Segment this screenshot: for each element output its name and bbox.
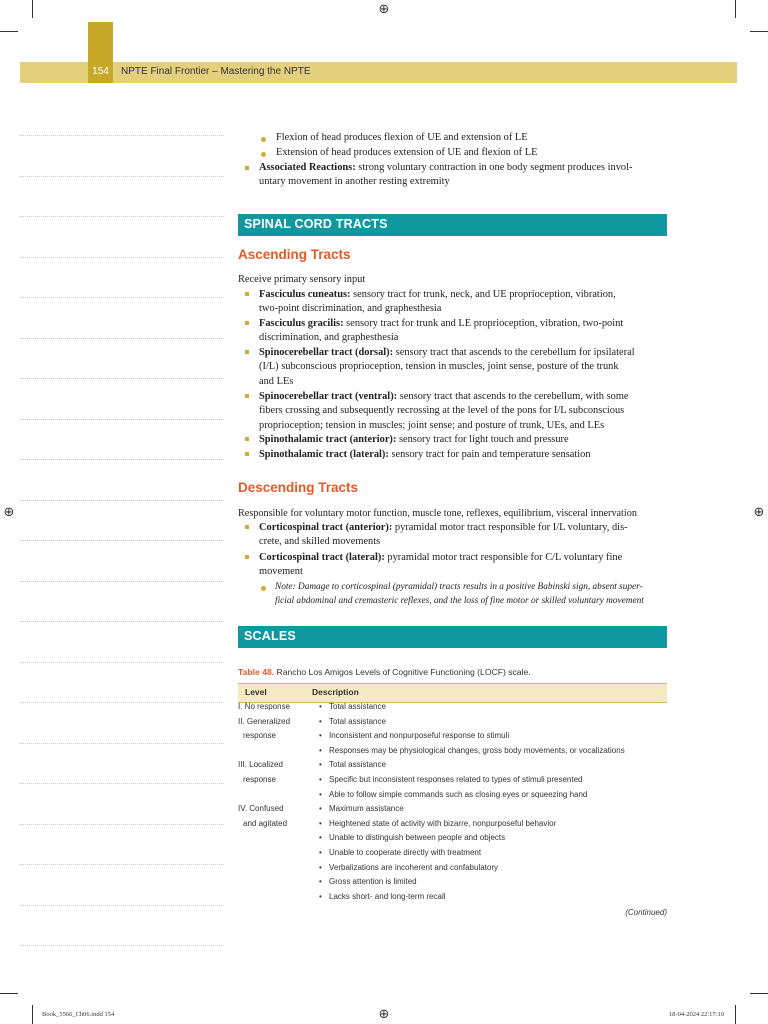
paragraph: Receive primary sensory input — [238, 274, 366, 285]
section-header — [238, 626, 667, 648]
list-item: Extension of head produces extension of UE and flexion of LE — [276, 147, 538, 158]
term: Fasciculus cuneatus: — [259, 289, 351, 300]
column-header-level: Level — [245, 687, 267, 697]
bullet-icon — [245, 394, 249, 398]
crop-mark — [735, 1005, 736, 1024]
bullet-icon: • — [319, 818, 322, 828]
bullet-icon — [245, 452, 249, 456]
description-cell: Total assistance — [329, 702, 386, 711]
level-cell: response — [243, 775, 276, 784]
bullet-icon — [261, 152, 266, 157]
registration-mark-icon: ⊕ — [378, 2, 390, 17]
bullet-icon — [245, 437, 249, 441]
section-header — [238, 214, 667, 236]
table-header — [238, 683, 667, 703]
crop-mark — [750, 993, 768, 994]
list-item — [259, 521, 671, 550]
bullet-icon: • — [319, 833, 322, 843]
definition: and LEs — [259, 375, 294, 387]
definition: (I/L) subconscious proprioception, tension in muscles, joint sense, posture of the trunk — [259, 361, 619, 373]
crop-mark — [735, 0, 736, 18]
continued-label: (Continued) — [625, 908, 667, 917]
definition: two-point discrimination, and graphesthesia — [259, 303, 442, 315]
description-cell: Lacks short- and long-term recall — [329, 891, 446, 901]
bullet-icon: • — [319, 862, 322, 872]
file-slug: Book_5566_Ch06.indd 154 — [42, 1011, 115, 1018]
definition: untary movement in another resting extremity — [259, 176, 450, 188]
subheading-ascending: Ascending Tracts — [238, 247, 351, 262]
definition: pyramidal motor tract responsible for C/L voluntary fine — [384, 552, 623, 563]
description-cell: Verbalizations are incoherent and confabulatory — [329, 862, 498, 872]
description-cell: Maximum assistance — [329, 804, 404, 814]
bullet-icon — [245, 292, 249, 296]
level-cell: IV. Confused — [238, 804, 284, 814]
level-cell: I. No response — [238, 702, 291, 711]
description-cell: Total assistance — [329, 716, 386, 726]
table-label: Table 48. — [238, 667, 275, 677]
bullet-icon: • — [319, 716, 322, 726]
level-cell: response — [243, 731, 276, 741]
column-header-description: Description — [312, 687, 359, 697]
list-item — [259, 551, 671, 580]
term: Corticospinal tract (lateral): — [259, 552, 385, 563]
list-item: Flexion of head produces flexion of UE and extension of LE — [276, 132, 528, 143]
bullet-icon: • — [319, 745, 322, 755]
bullet-icon: • — [319, 760, 322, 770]
bullet-icon: • — [319, 731, 322, 741]
definition: sensory tract that ascends to the cerebellum for ipsilateral — [393, 347, 635, 358]
bullet-icon: • — [319, 775, 322, 784]
bullet-icon — [261, 586, 266, 591]
note-line: Note: Damage to corticospinal (pyramidal) tracts results in a positive Babinski sign, absent super- — [275, 582, 643, 592]
term: Spinothalamic tract (lateral): — [259, 449, 389, 460]
bullet-icon — [261, 137, 266, 142]
definition: pyramidal motor tract responsible for I/L voluntary, dis- — [392, 522, 628, 533]
term: Corticospinal tract (anterior): — [259, 522, 393, 533]
bullet-icon — [245, 555, 249, 559]
definition: discrimination, and graphesthesia — [259, 332, 399, 344]
definition: sensory tract for trunk, neck, and UE proprioception, vibration, — [350, 289, 616, 300]
term: Spinothalamic tract (anterior): — [259, 434, 397, 445]
level-cell: and agitated — [243, 818, 288, 828]
term: Spinocerebellar tract (dorsal): — [259, 347, 394, 358]
running-title: NPTE Final Frontier – Mastering the NPTE — [121, 66, 311, 77]
list-item — [259, 288, 671, 317]
description-cell: Unable to distinguish between people and objects — [329, 833, 506, 843]
description-cell: Inconsistent and nonpurposeful response to stimuli — [329, 731, 510, 741]
definition: sensory tract for pain and temperature sensation — [388, 449, 591, 460]
definition: fibers crossing and subsequently recrossing at the level of the pons for I/L subconscious — [259, 405, 625, 417]
registration-mark-icon: ⊕ — [3, 505, 15, 520]
table-caption — [238, 667, 531, 677]
list-item — [259, 390, 671, 433]
bullet-icon — [245, 525, 249, 529]
description-cell: Unable to cooperate directly with treatment — [329, 848, 482, 857]
definition: strong voluntary contraction in one body segment produces invol- — [358, 162, 633, 173]
bullet-icon: • — [319, 789, 322, 799]
list-item — [259, 346, 671, 389]
subheading-descending: Descending Tracts — [238, 480, 359, 495]
note-line: ficial abdominal and cremasteric reflexes, and the loss of fine motor or skilled voluntary movement — [275, 596, 644, 607]
bullet-icon: • — [319, 804, 322, 814]
definition: sensory tract for trunk and LE proprioception, vibration, two-point — [343, 318, 624, 329]
term: Associated Reactions: — [259, 162, 356, 173]
description-cell: Total assistance — [329, 760, 386, 770]
term: Fasciculus gracilis: — [259, 318, 344, 329]
level-cell: II. Generalized — [238, 716, 291, 726]
date-slug: 18-04-2024 22:17:10 — [668, 1011, 724, 1018]
description-cell: Gross attention is limited — [329, 877, 417, 887]
registration-mark-icon: ⊕ — [378, 1007, 390, 1022]
crop-mark — [750, 31, 768, 32]
term: Spinocerebellar tract (ventral): — [259, 391, 398, 402]
list-item — [259, 317, 671, 346]
list-item — [259, 448, 671, 462]
bullet-icon: • — [319, 877, 322, 887]
crop-mark — [32, 1005, 33, 1024]
bullet-icon: • — [319, 848, 322, 857]
description-cell: Specific but inconsistent responses related to types of stimuli presented — [329, 775, 583, 784]
definition: proprioception; tension in muscles; joint sense; and posture of trunk, UEs, and LEs — [259, 419, 605, 431]
page-number: 154 — [92, 66, 109, 77]
section-title: SCALES — [244, 629, 296, 643]
table-title: Rancho Los Amigos Levels of Cognitive Functioning (LOCF) scale. — [276, 667, 531, 677]
note — [275, 580, 675, 609]
crop-mark — [0, 31, 18, 32]
description-cell: Heightened state of activity with bizarre, nonpurposeful behavior — [329, 818, 557, 828]
section-title: SPINAL CORD TRACTS — [244, 217, 388, 231]
crop-mark — [32, 0, 33, 18]
definition: movement — [259, 566, 303, 578]
definition: sensory tract that ascends to the cerebellum, with some — [397, 391, 629, 402]
list-item — [259, 433, 671, 447]
associated-reactions-item — [259, 161, 669, 190]
definition: sensory tract for light touch and pressure — [396, 434, 569, 445]
level-cell: III. Localized — [238, 760, 283, 770]
bullet-icon: • — [319, 891, 322, 901]
definition: crete, and skilled movements — [259, 536, 381, 548]
bullet-icon: • — [319, 702, 322, 711]
paragraph: Responsible for voluntary motor function, muscle tone, reflexes, equilibrium, visceral innervation — [238, 508, 637, 519]
description-cell: Responses may be physiological changes, gross body movements, or vocalizations — [329, 745, 625, 755]
crop-mark — [0, 993, 18, 994]
registration-mark-icon: ⊕ — [753, 505, 765, 520]
bullet-icon — [245, 350, 249, 354]
bullet-icon — [245, 166, 249, 170]
description-cell: Able to follow simple commands such as closing eyes or squeezing hand — [329, 789, 588, 799]
bullet-icon — [245, 321, 249, 325]
